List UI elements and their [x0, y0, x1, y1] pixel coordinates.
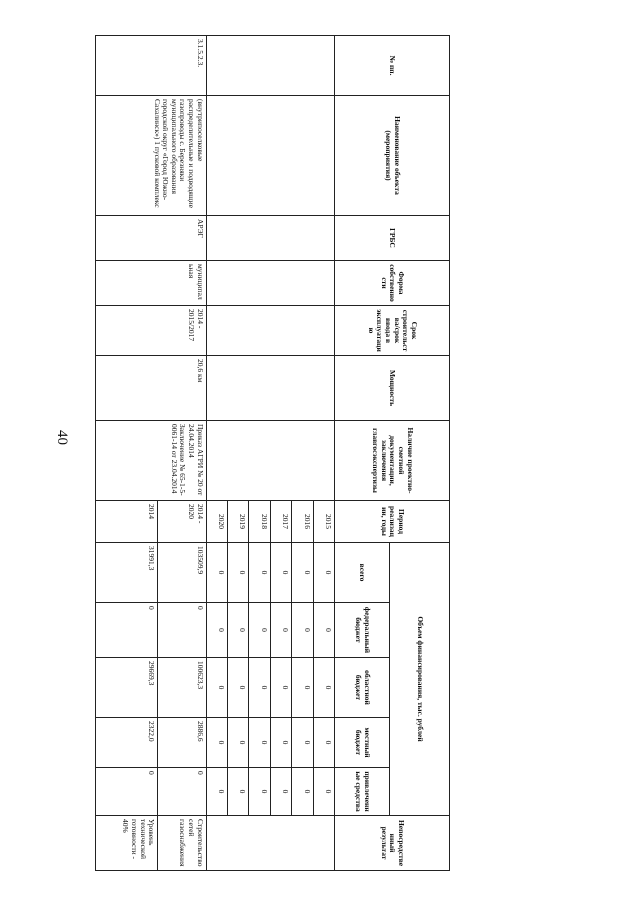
header-term: Срок строительства/срок ввода в эксплуатацию [335, 306, 450, 356]
rotated-table-wrapper [95, 35, 450, 870]
total-cell: 0 [228, 543, 249, 603]
total-cell: 0 [206, 543, 227, 603]
header-local: местный бюджет [335, 718, 390, 768]
header-grbs: ГРБС [335, 216, 450, 261]
regional-cell: 29669,3 [96, 658, 158, 718]
object-capacity-cell: 20,6 км [96, 356, 207, 421]
attracted-cell: 0 [313, 768, 334, 816]
regional-cell: 0 [313, 658, 334, 718]
header-name: Наименование объекта (мероприятия) [335, 96, 450, 216]
empty-cell [206, 816, 334, 871]
attracted-cell: 0 [96, 768, 158, 816]
federal-cell: 0 [313, 603, 334, 658]
period-cell: 2020 [206, 501, 227, 543]
local-cell: 0 [270, 718, 291, 768]
period-cell: 2019 [228, 501, 249, 543]
header-period: Период реализации, годы [335, 501, 450, 543]
local-cell: 2322,0 [96, 718, 158, 768]
regional-cell: 0 [249, 658, 270, 718]
object-term-cell: 2014 - 2015/2017 [96, 306, 207, 356]
period-cell: 2014 - 2020 [158, 501, 207, 543]
period-cell: 2017 [270, 501, 291, 543]
period-cell: 2018 [249, 501, 270, 543]
empty-cell [206, 216, 334, 261]
header-ownership: Форма собственности [335, 261, 450, 306]
header-federal: федеральный бюджет [335, 603, 390, 658]
regional-cell: 100623,3 [158, 658, 207, 718]
result-cell: Строительство сетей газоснабжения [158, 816, 207, 871]
total-cell: 31991,3 [96, 543, 158, 603]
object-grbs-cell: АРЭГ [96, 216, 207, 261]
federal-cell: 0 [206, 603, 227, 658]
header-funding-group: Объем финансирования, тыс. рублей [390, 543, 450, 816]
result-cell: Уровень технической готовности - 40% [96, 816, 158, 871]
regional-cell: 0 [228, 658, 249, 718]
attracted-cell: 0 [292, 768, 313, 816]
object-name-cell: (внутрипоселковые распределительные и подводящие газопроводы с. Березняки муниципального образования городской округ «Город Южно-Сахалинск») 1 пусковой комплекс [96, 96, 207, 216]
attracted-cell: 0 [228, 768, 249, 816]
object-docs-cell: Приказ АГРИ № 20 от 24.04.2014 Заключение № 65-1-5-0061-14 от 23.04.2014 [96, 421, 207, 501]
total-cell: 0 [292, 543, 313, 603]
total-cell: 0 [270, 543, 291, 603]
federal-cell: 0 [158, 603, 207, 658]
header-result: Непосредственный результат [335, 816, 450, 871]
funding-table [95, 35, 450, 871]
header-attracted: привлеченные средства [335, 768, 390, 816]
table-row [313, 36, 334, 871]
table-row [158, 36, 207, 871]
header-total: всего [335, 543, 390, 603]
local-cell: 0 [313, 718, 334, 768]
empty-cell [206, 261, 334, 306]
federal-cell: 0 [292, 603, 313, 658]
attracted-cell: 0 [249, 768, 270, 816]
federal-cell: 0 [270, 603, 291, 658]
attracted-cell: 0 [158, 768, 207, 816]
period-cell: 2016 [292, 501, 313, 543]
federal-cell: 0 [249, 603, 270, 658]
empty-cell [206, 306, 334, 356]
header-capacity: Мощность [335, 356, 450, 421]
local-cell: 0 [228, 718, 249, 768]
page-number: 40 [54, 430, 70, 445]
local-cell: 2886,6 [158, 718, 207, 768]
empty-cell [206, 96, 334, 216]
empty-cell [206, 421, 334, 501]
regional-cell: 0 [292, 658, 313, 718]
object-num-cell: 3.1.5.2.3. [96, 36, 207, 96]
period-cell: 2015 [313, 501, 334, 543]
header-docs: Наличие проектно-сметной документации, заключения главгосэкспертизы [335, 421, 450, 501]
local-cell: 0 [249, 718, 270, 768]
local-cell: 0 [206, 718, 227, 768]
header-regional: областной бюджет [335, 658, 390, 718]
total-cell: 103509,9 [158, 543, 207, 603]
period-cell: 2014 [96, 501, 158, 543]
empty-cell [206, 36, 334, 96]
attracted-cell: 0 [270, 768, 291, 816]
attracted-cell: 0 [206, 768, 227, 816]
empty-cell [206, 356, 334, 421]
total-cell: 0 [249, 543, 270, 603]
local-cell: 0 [292, 718, 313, 768]
total-cell: 0 [313, 543, 334, 603]
federal-cell: 0 [228, 603, 249, 658]
object-ownership-cell: муниципальная [96, 261, 207, 306]
regional-cell: 0 [206, 658, 227, 718]
header-num: № пп. [335, 36, 450, 96]
regional-cell: 0 [270, 658, 291, 718]
federal-cell: 0 [96, 603, 158, 658]
